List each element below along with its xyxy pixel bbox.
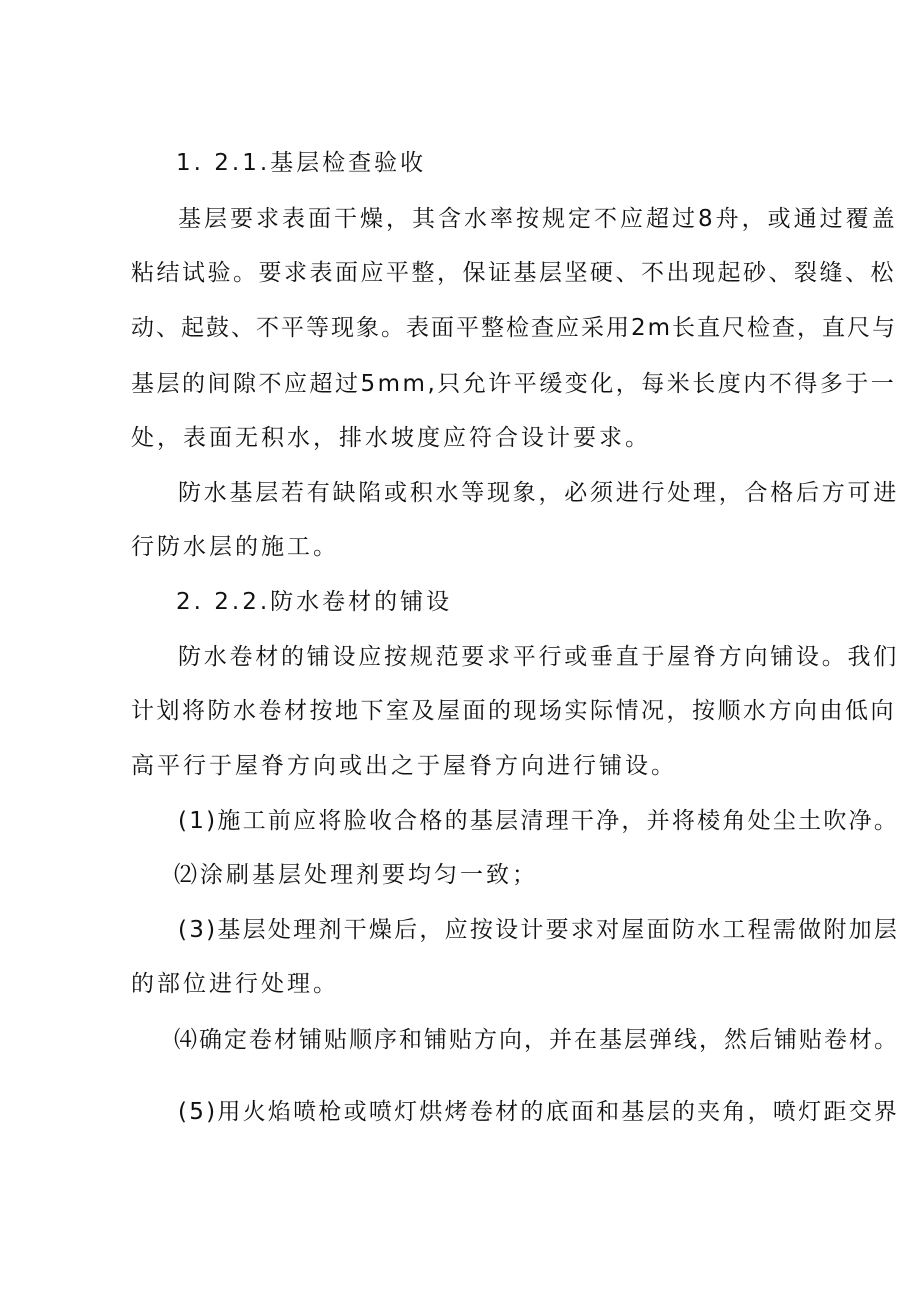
paragraph-line: 基层要求表面干燥，其含水率按规定不应超过8舟，或通过覆盖 (178, 206, 898, 232)
paragraph-line: 行防水层的施工。 (131, 534, 339, 560)
list-item-1: (1)施工前应将脸收合格的基层清理干净，并将棱角处尘土吹净。 (178, 808, 900, 834)
paragraph-line: 处，表面无积水，排水坡度应符合设计要求。 (131, 425, 651, 451)
paragraph-line: 高平行于屋脊方向或出之于屋脊方向进行铺设。 (131, 753, 677, 779)
paragraph-line: 基层的间隙不应超过5mm,只允许平缓变化，每米长度内不得多于一 (131, 371, 897, 397)
list-item-2: ⑵涂刷基层处理剂要均匀一致； (174, 862, 538, 888)
paragraph-line: 防水基层若有缺陷或积水等现象，必须进行处理，合格后方可进 (178, 480, 899, 506)
paragraph-line: 粘结试验。要求表面应平整，保证基层坚硬、不出现起砂、裂缝、松 (131, 260, 896, 286)
list-item-4: ⑷确定卷材铺贴顺序和铺贴方向，并在基层弹线，然后铺贴卷材。 (174, 1027, 899, 1053)
list-item-3-continued: 的部位进行处理。 (131, 971, 339, 997)
section-heading-2-2-2: 2. 2.2.防水卷材的铺设 (176, 589, 453, 615)
section-heading-1-2-1: 1. 2.1.基层检查验收 (176, 150, 427, 176)
list-item-5: (5)用火焰喷枪或喷灯烘烤卷材的底面和基层的夹角，喷灯距交界 (178, 1099, 900, 1125)
paragraph-line: 计划将防水卷材按地下室及屋面的现场实际情况，按顺水方向由低向 (131, 698, 896, 724)
list-item-3: (3)基层处理剂干燥后，应按设计要求对屋面防水工程需做附加层 (178, 917, 900, 943)
paragraph-line: 动、起鼓、不平等现象。表面平整检查应采用2m长直尺检查，直尺与 (131, 315, 898, 341)
paragraph-line: 防水卷材的铺设应按规范要求平行或垂直于屋脊方向铺设。我们 (178, 644, 899, 670)
